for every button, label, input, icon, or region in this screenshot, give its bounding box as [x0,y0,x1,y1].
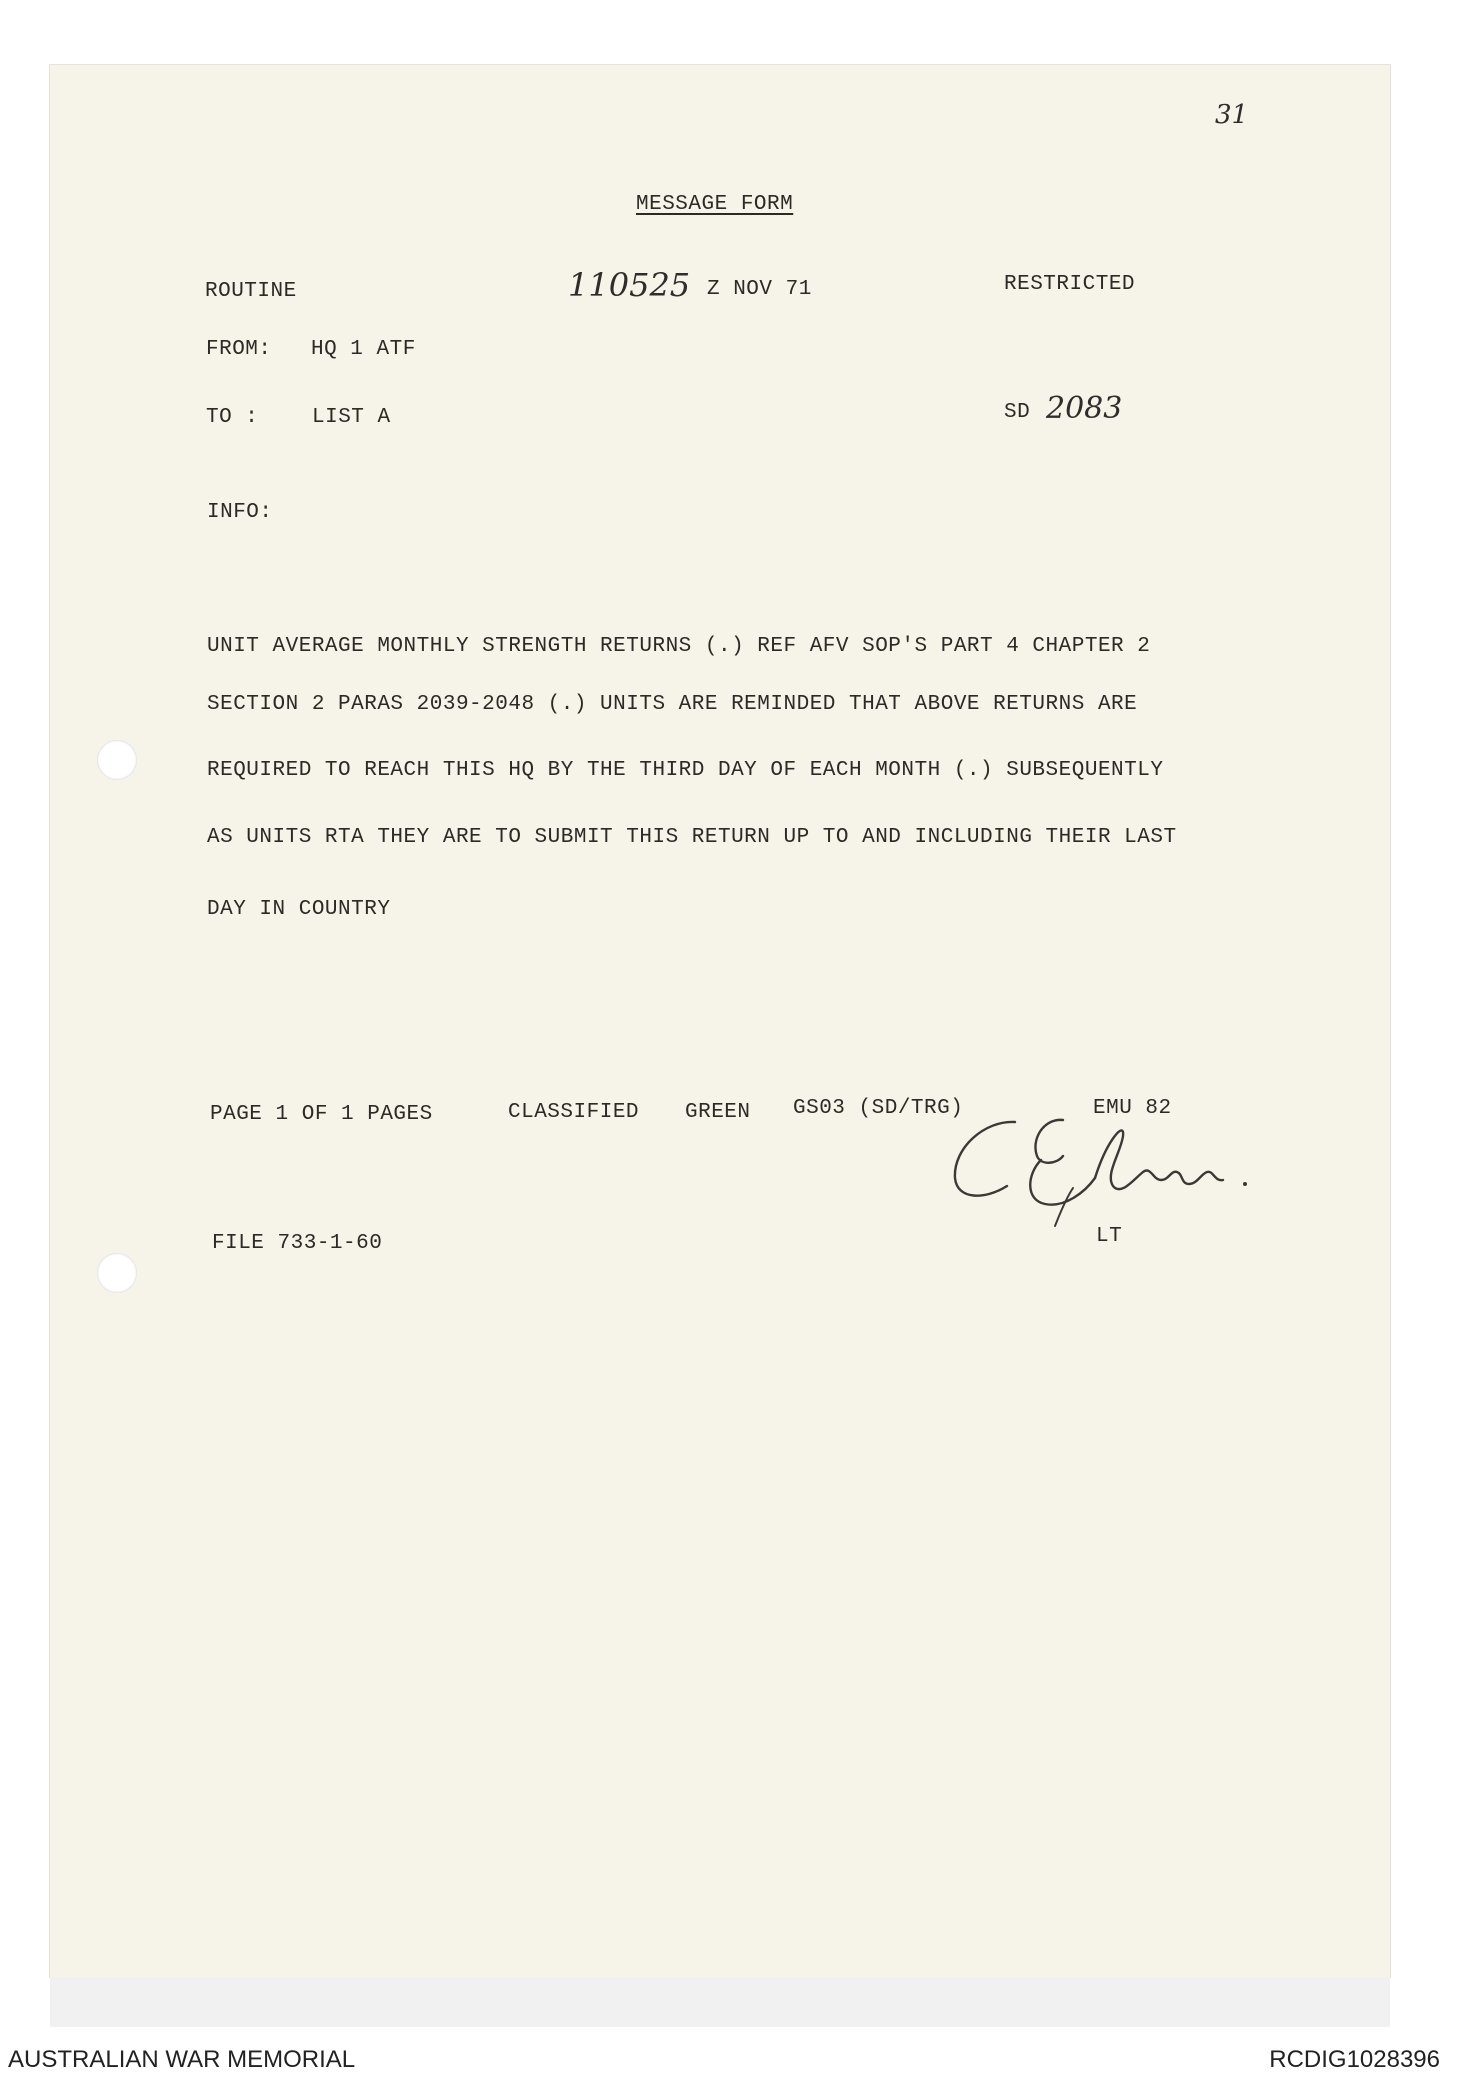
footer-strip [50,1977,1390,2027]
body-line-4: AS UNITS RTA THEY ARE TO SUBMIT THIS RETURN UP TO AND INCLUDING THEIR LAST [207,826,1177,849]
form-title: MESSAGE FORM [636,193,794,216]
serial-prefix: SD [1004,401,1031,424]
classified-label: CLASSIFIED [508,1101,640,1124]
from-label: FROM: [206,338,272,361]
to-label: TO : [206,406,259,429]
info-label: INFO: [207,501,273,524]
precedence: ROUTINE [205,280,297,303]
originator: GS03 (SD/TRG) [793,1097,964,1120]
rank: LT [1096,1225,1123,1248]
file-reference: FILE 733-1-60 [212,1232,383,1255]
dtg-handwritten: 110525 [568,266,691,304]
page-number: 31 [1215,100,1249,130]
body-line-5: DAY IN COUNTRY [207,898,391,921]
classified-value: GREEN [685,1101,751,1124]
phone-ext: EMU 82 [1093,1097,1172,1120]
to-value: LIST A [312,406,391,429]
serial-handwritten: 2083 [1046,391,1123,426]
signature [945,1100,1265,1230]
footer-record-id: RCDIG1028396 [1269,2046,1440,2073]
footer-institution: AUSTRALIAN WAR MEMORIAL [8,2046,356,2073]
dtg-typed: Z NOV 71 [707,278,812,301]
body-line-1: UNIT AVERAGE MONTHLY STRENGTH RETURNS (.) REF AFV SOP'S PART 4 CHAPTER 2 [207,635,1151,658]
classification-top: RESTRICTED [1004,273,1136,296]
punch-hole-lower [97,1253,137,1293]
punch-hole-upper [97,740,137,780]
from-value: HQ 1 ATF [311,338,416,361]
body-line-3: REQUIRED TO REACH THIS HQ BY THE THIRD DAY OF EACH MONTH (.) SUBSEQUENTLY [207,759,1164,782]
page-info: PAGE 1 OF 1 PAGES [210,1103,433,1126]
body-line-2: SECTION 2 PARAS 2039-2048 (.) UNITS ARE REMINDED THAT ABOVE RETURNS ARE [207,693,1138,716]
